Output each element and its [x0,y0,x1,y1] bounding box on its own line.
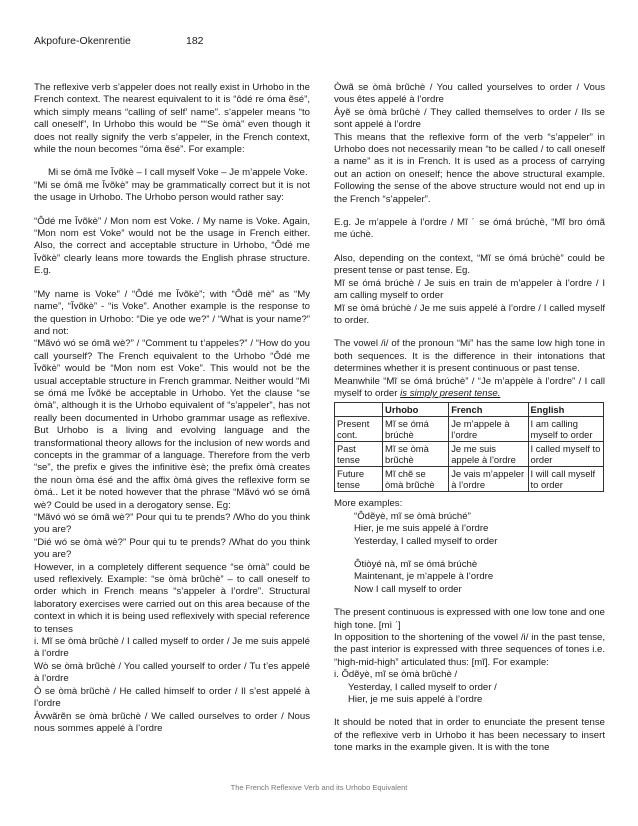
example-line: Wò se òmà brũchè / You called yourself to order / Tu t’es appelé à l’ordre [34,660,310,685]
page-number: 182 [186,35,204,47]
left-column [34,82,310,735]
table-cell: I will call myself to order [528,467,603,492]
table-header-cell: Urhobo [383,403,449,417]
example-line: Mĩ se ómá brúchè / Je suis en train de m’appeler à l’ordre / I am calling myself to order [334,277,605,302]
example-line: Mi se ómã me Ĭvõkè – I call myself Voke – Je m’appele Voke. [48,167,308,179]
paragraph: Also, depending on the context, “Mĩ se ómá brúchè” could be present tense or past tense. Eg. [334,252,605,277]
paragraph: This means that the reflexive form of the verb “s’appeler” in Urhobo does not necessarily mean “to be called / to call oneself a name” as it is in French. It is used as a process of carrying out an action on oneself; hence the above structural example. Following the sense of the above structure would not end up in the French “s’appeler”. [334,131,605,205]
example-line: Àvwãrẽn se òmà brũchè / We called ourselves to order / Nous nous sommes appelé à l’ordre [34,710,310,734]
table-header-cell [335,403,383,417]
table-cell: Future tense [335,467,383,492]
example-line: “Ôdẽyè, mĩ se òmà brúché” [354,510,471,522]
table-cell: Mĩ se ómá brúchè [383,417,449,442]
paragraph: “Ôdé me Ĭvõkè” / Mon nom est Voke. / My name is Voke. Again, “Mon nom est Voke” would not be the usage in French either. Also, the correct and acceptable structure in Urhobo, “Ôdé me Ĭvõkè” clearly leans more towards the English phrase structure. E.g. [34,215,310,277]
example-line: Àyẽ se òmà brũchè / They called themselves to order / Ils se sont appelé à l’ordre [334,106,605,131]
example-line: i. Mĩ se òmà brũchè / I called myself to order / Je me suis appelé à l’ordre [34,636,310,660]
table-cell: Mĩ chẽ se òmà brũchè [383,467,449,492]
example-line: Ò se òmà brũchè / He called himself to order / Il s’est appelé à l’ordre [34,685,310,710]
example-line: Yesterday, I called myself to order [354,535,498,547]
example-line: Hier, je me suis appelé à l’ordre [348,694,483,706]
table-cell: Je m’appele à l’ordre [449,417,528,442]
example-line: Òwã se òmà brũchè / You called yourselves to order / Vous vous êtes appelé à l’ordre [334,82,605,106]
table-cell: Mĩ se òmà brũchè [383,442,449,467]
table-cell: Je vais m’appeler à l’ordre [449,467,528,492]
paragraph [334,376,605,401]
example-line: Now I call myself to order [354,583,462,595]
emphasis-text: is simply present tense. [400,387,501,399]
paragraph: “Dié wó se òmà wè?” Pour qui tu te prends? /What do you think you are? [34,536,310,561]
example-line: Mĩ se òmá brúchè / Je me suis appelé à l’ordre / I called myself to order. [334,302,605,326]
example-line: Yesterday, I called myself to order / [348,681,497,693]
example-line: Maintenant, je m’appele à l’ordre [354,571,494,583]
table-cell: Present cont. [335,417,383,442]
example-line: Ôtiòyé nà, mĩ se ómá brúchè [354,558,478,570]
paragraph: The vowel /i/ of the pronoun “Mi” has the same low high tone in both sequences. It is the difference in their intonations that determines whether it is present continuous or past tense. [334,338,605,375]
paragraph: E.g. Je m’appele à l’ordre / Mĩ ˊ se ómá brúchè, “Mĩ bro ómã me úchè. [334,217,605,241]
running-footer: The French Reflexive Verb and its Urhobo Equivalent [230,783,408,792]
table-row [335,467,604,492]
paragraph-text: Meanwhile “Mĩ se ómá brúchè” / “Je m’appèle à l’ordre” / I call myself to order [334,375,605,399]
paragraph: “Mi se ómã me Ĭvõkè” may be grammatically correct but it is not the usage in Urhobo. The Urhobo person would rather say: [34,179,310,204]
table-cell: I am calling myself to order [528,417,603,442]
paragraph: The present continuous is expressed with one low tone and one high tone. [mì ˊ] [334,607,605,631]
table-cell: Past tense [335,442,383,467]
paragraph: The reflexive verb s’appeler does not really exist in Urhobo in the French context. The nearest equivalent to it is “ôdé re óma ẽsé”, which simply means “calling of self’ name”. s’appeler means “to call oneself”, In Urhobo this would be ““Se òmà” even though it does not really signify the verb s’appeler, in the French context, while the noun becomes “óma ẽsé”. For example: [34,82,310,156]
example-line: i. Ôdẽyè, mĩ se òmà brũchè / [334,669,458,681]
running-head-author: Akpofure-Okenrentie [34,35,131,47]
table-row [335,442,604,467]
examples-heading: More examples: [334,498,403,510]
table-row [335,417,604,442]
table-header-cell: French [449,403,528,417]
table-cell: I called myself to order [528,442,603,467]
table-cell: Je me suis appele à l’ordre [449,442,528,467]
paragraph: “Mãvó wó se ómã wè?” Pour qui tu te prends? /Who do you think you are? [34,512,310,536]
paragraph: It should be noted that in order to enunciate the present tense of the reflexive verb in Urhobo it has been necessary to insert tone marks in the example given. It is with the tone [334,717,605,754]
paragraph: “Mãvó wó se ómã wè?” / “Comment tu t’appeles?” / “How do you call yourself? The French equivalent to the Urhobo “Ôdé me Ĭvõkè” would be “Mon nom est Voke”. This would not be the usual acceptable structure in French grammar. Neither would “Mì se ómá me Ĭvõké be acceptable in Urhobo. Yet the clause “se òmà”, although it is the Urhobo equivalent of “s’appeler”, has not really been documented in Urhobo grammar usage as reflexive. But Urhobo is a living and evolving language and the transformational theory allows for the inclusion of new words and concepts in the grammar of a language. Therefore from the verb “se”, the prefix e gives the infinitive èsè; the prefix òmà creates the noun òma ésé and the affix òmá gives the reflexive form se òmá.. Let it be noted however that the phrase “Mãvó wó se ómã wè? Could be used in a derogatory sense. Eg: [34,338,310,511]
conjugation-table [334,402,604,492]
table-header-cell: English [528,403,603,417]
paragraph: In opposition to the shortening of the vowel /i/ in the past tense, the past interior is expressed with three sequences of tones i.e. “high-mid-high” articulated thus: [mĩ]. For example: [334,632,605,668]
right-column [334,82,605,755]
table-header-row [335,403,604,417]
paragraph: However, in a completely different sequence “se òmà” could be used reflexively. Example: “se òmà brũchè” – to call oneself to order which in French means “s’appeler à l’ordre”. Structural laboratory exercises were carried out on this area because of the context in which it is being used reflexively with special reference to tenses [34,561,310,635]
paragraph: “My name is Voke” / “Ôdé me Ĭvõkè”; with “Ôdẽ mè” as “My name”, “Ĭvõkè” - “is Voke”. Another example is the response to the question in Urhobo: “Die ye ode we?” / “What is your name?” and not: [34,288,310,337]
example-line: Hier, je me suis appelé à l’ordre [354,523,489,535]
